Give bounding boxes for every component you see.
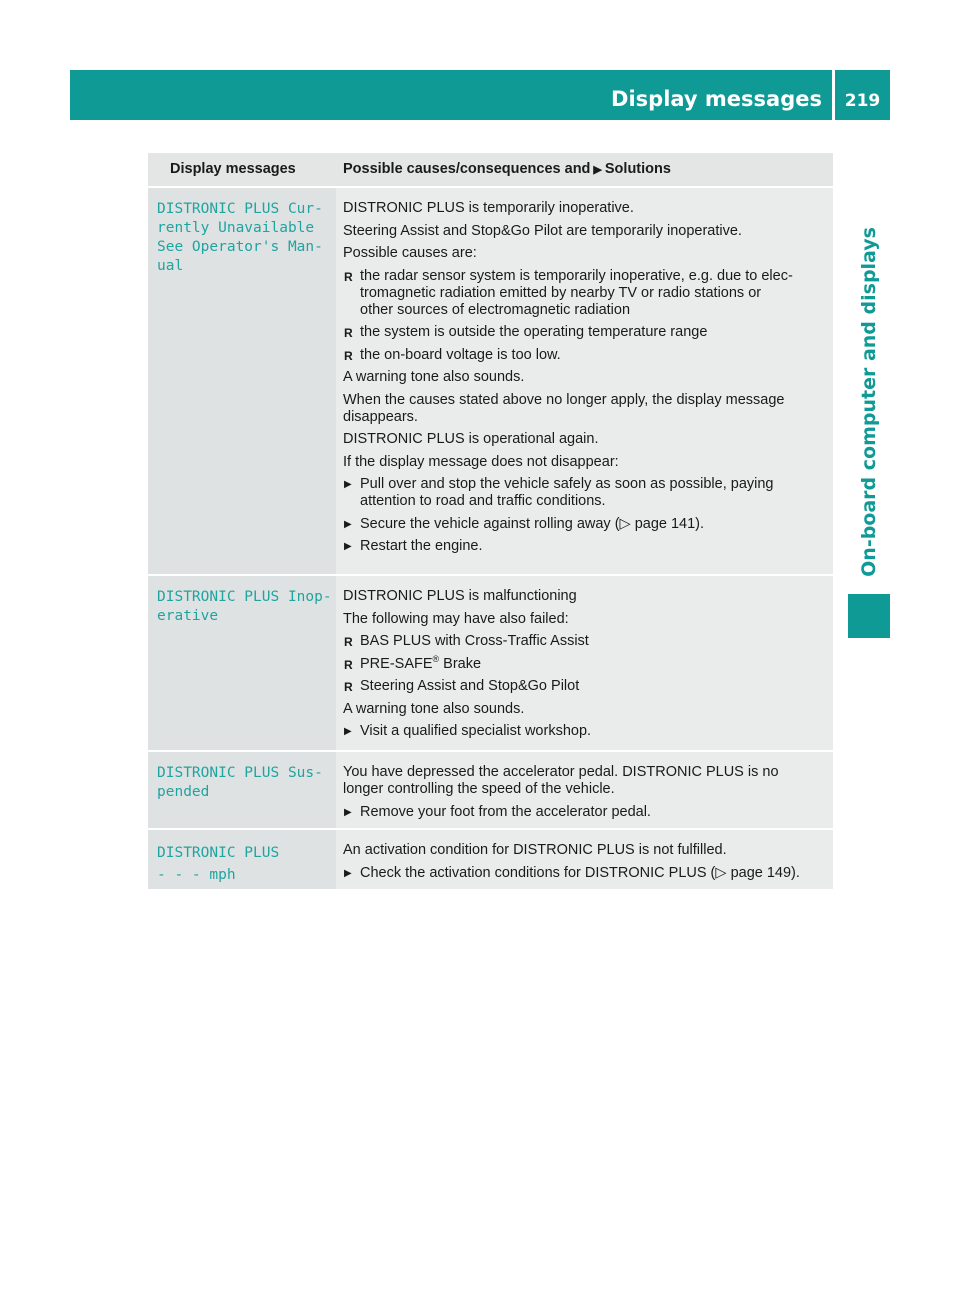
paragraph: Steering Assist and Stop&Go Pilot are temporarily inoperative. [343,222,742,239]
action-step: ▶ Restart the engine. [343,538,827,555]
paragraph: The following may have also failed: [343,610,569,627]
table-row [148,830,833,889]
page-reference-link[interactable]: Secure the vehicle against rolling away (▷ page 141). [360,515,705,532]
paragraph: DISTRONIC PLUS is malfunctioning [343,588,577,604]
side-tab-label: On-board computer and displays [858,227,880,577]
action-step: ▶ Remove your foot from the accelerator pedal. [343,804,827,821]
causes-cell [336,752,833,828]
paragraph: DISTRONIC PLUS is temporarily inoperative. [343,200,634,216]
action-step: ▶ Pull over and stop the vehicle safely as soon as possible, paying attention to road and traffic conditions. [343,476,827,510]
bullet-item: R PRE-SAFE® Brake [343,656,827,673]
table-row [148,752,833,830]
bullet-item: R BAS PLUS with Cross-Traffic Assist [343,633,827,650]
table-row [148,576,833,752]
paragraph: If the display message does not disappear: [343,453,619,470]
registered-mark: ® [432,653,440,664]
paragraph: Possible causes are: [343,245,477,261]
side-tab-marker [848,594,890,638]
side-tab [848,222,890,582]
causes-cell [336,188,833,574]
action-arrow-icon: ▶ [593,164,602,176]
page-reference-link[interactable]: Check the activation conditions for DISTRONIC PLUS (▷ page 149). [360,864,800,881]
action-step: ▶ Visit a qualified specialist workshop. [343,723,827,740]
action-step [343,516,827,533]
bullet-item: R Steering Assist and Stop&Go Pilot [343,678,827,695]
paragraph: An activation condition for DISTRONIC PLUS is not fulfilled. [343,842,727,858]
bullet-item: R the system is outside the operating temperature range [343,324,827,341]
col-header-solutions-text: Solutions [604,161,671,177]
paragraph: When the causes stated above no longer apply, the display message disappears. [343,391,785,425]
causes-cell [336,576,833,750]
display-message-text: DISTRONIC PLUS Sus‐ pended [157,765,323,800]
page-number: 219 [844,91,881,111]
display-message-text: DISTRONIC PLUS - - - mph [157,845,280,883]
paragraph: A warning tone also sounds. [343,700,525,717]
bullet-item: R the radar sensor system is temporarily inoperative, e.g. due to elec- tromagnetic radiation emitted by nearby TV or radio stations or other sources of electromagnetic radiation [343,268,827,319]
col-header-display-messages: Display messages [148,153,336,186]
causes-cell [336,830,833,889]
bullet-item: R the on-board voltage is too low. [343,347,827,364]
table-row [148,188,833,576]
paragraph: A warning tone also sounds. [343,369,525,385]
col-header-causes-solutions [336,153,833,186]
paragraph: DISTRONIC PLUS is operational again. [343,431,599,447]
page-section-title: Display messages [611,87,822,111]
table-header-row [148,153,833,188]
display-messages-table [148,153,833,889]
display-message-text: DISTRONIC PLUS Inop‐ erative [157,589,332,624]
action-step [343,865,827,882]
col-header-causes-text: Possible causes/consequences and [343,161,591,177]
paragraph: You have depressed the accelerator pedal. DISTRONIC PLUS is no longer controlling the speed of the vehicle. [343,764,779,797]
display-message-text: DISTRONIC PLUS Cur‐ rently Unavailable See Operator's Man‐ ual [157,201,323,274]
